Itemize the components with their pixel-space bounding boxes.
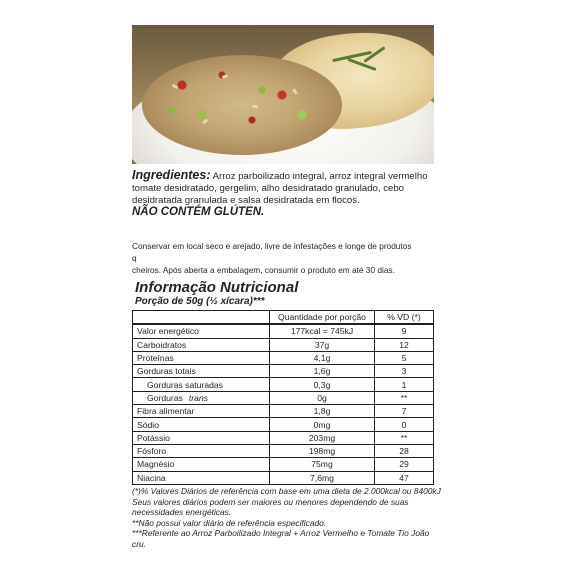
footnote-line: ***Referente ao Arroz Parboilizado Integral + Arroz Vermelho e Tomate Tio João cru.	[132, 528, 430, 549]
table-row	[133, 365, 434, 378]
nutrient-name: Sódio	[133, 418, 270, 431]
nutrient-qty: 37g	[270, 338, 375, 351]
ingredients-line: desidratada granulada e salsa desidratada em flocos.	[132, 195, 360, 206]
nutrient-name: Fósforo	[133, 444, 270, 457]
nutrient-qty: 1,8g	[270, 405, 375, 418]
nutrient-qty: 198mg	[270, 444, 375, 457]
nutrient-qty: 177kcal = 745kJ	[270, 324, 375, 338]
nutrient-qty: 0mg	[270, 418, 375, 431]
nutrition-title: Informação Nutricional	[135, 279, 299, 296]
footnote-line: Seus valores diários podem ser maiores ou menores dependendo de suas	[132, 496, 409, 507]
nutrient-qty: 1,6g	[270, 365, 375, 378]
table-row	[133, 418, 434, 431]
header-vd: % VD (*)	[375, 311, 434, 325]
footnote-line: necessidades energéticas.	[132, 507, 232, 518]
header-nutrient	[133, 311, 270, 325]
table-row	[133, 351, 434, 364]
nutrient-vd: 47	[375, 471, 434, 484]
nutrient-qty: 4,1g	[270, 351, 375, 364]
table-row	[133, 338, 434, 351]
table-row	[133, 444, 434, 457]
nutrient-name: Fibra alimentar	[133, 405, 270, 418]
table-row	[133, 431, 434, 444]
nutrient-vd: 9	[375, 324, 434, 338]
nutrient-name: Carboidratos	[133, 338, 270, 351]
table-row	[133, 391, 434, 404]
footnote-line: **Não possui valor diário de referência especificado.	[132, 517, 327, 528]
conservation-line: cheiros. Após aberta a embalagem, consumir o produto em até 30 dias.	[132, 265, 395, 275]
ingredients-label: Ingredientes:	[132, 168, 211, 182]
nutrient-vd: 1	[375, 378, 434, 391]
nutrient-qty: 203mg	[270, 431, 375, 444]
nutrient-name: Potássio	[133, 431, 270, 444]
rice-portion	[142, 55, 342, 155]
nutrient-vd: 28	[375, 444, 434, 457]
nutrient-qty: 0,3g	[270, 378, 375, 391]
nutrient-vd: **	[375, 431, 434, 444]
nutrient-name: Magnésio	[133, 458, 270, 471]
nutrient-name	[133, 391, 270, 404]
nutrient-vd: 3	[375, 365, 434, 378]
table-row	[133, 324, 434, 338]
table-row	[133, 405, 434, 418]
conservation-text	[132, 240, 417, 276]
nutrient-name: Valor energético	[133, 324, 270, 338]
nutrient-qty: 75mg	[270, 458, 375, 471]
nutrient-vd: 12	[375, 338, 434, 351]
trans-label: trans	[188, 392, 208, 403]
ingredients-line: tomate desidratado, gergelim, alho desidratado granulado, cebo	[132, 183, 405, 194]
conservation-line: Conservar em local seco e arejado, livre de infestações e longe de produtos q	[132, 241, 412, 263]
table-header-row	[133, 311, 434, 325]
ingredients-line: Arroz parboilizado integral, arroz integral vermelho	[210, 171, 428, 182]
nutrition-portion: Porção de 50g (½ xícara)***	[135, 296, 265, 307]
nutrition-table	[132, 310, 434, 485]
gluten-warning: NÃO CONTÉM GLÚTEN.	[132, 206, 265, 218]
nutrient-qty: 7,6mg	[270, 471, 375, 484]
table-row	[133, 378, 434, 391]
nutrient-vd: 0	[375, 418, 434, 431]
nutrient-name: Niacina	[133, 471, 270, 484]
ingredients-text	[132, 169, 432, 207]
nutrient-name: Proteínas	[133, 351, 270, 364]
nutrient-name: Gorduras saturadas	[133, 378, 270, 391]
table-row	[133, 471, 434, 484]
nutrient-vd: 5	[375, 351, 434, 364]
header-quantity: Quantidade por porção	[270, 311, 375, 325]
nutrient-qty: 0g	[270, 391, 375, 404]
nutrient-vd: **	[375, 391, 434, 404]
nutrient-vd: 7	[375, 405, 434, 418]
nutrient-name: Gorduras totais	[133, 365, 270, 378]
table-row	[133, 458, 434, 471]
footnotes	[132, 486, 442, 550]
nutrient-vd: 29	[375, 458, 434, 471]
footnote-line: (*)% Valores Diários de referência com base em uma dieta de 2.000kcal ou 8400kJ	[132, 486, 441, 496]
food-photo	[132, 25, 434, 164]
nutrient-name-text: Gorduras	[147, 392, 183, 403]
